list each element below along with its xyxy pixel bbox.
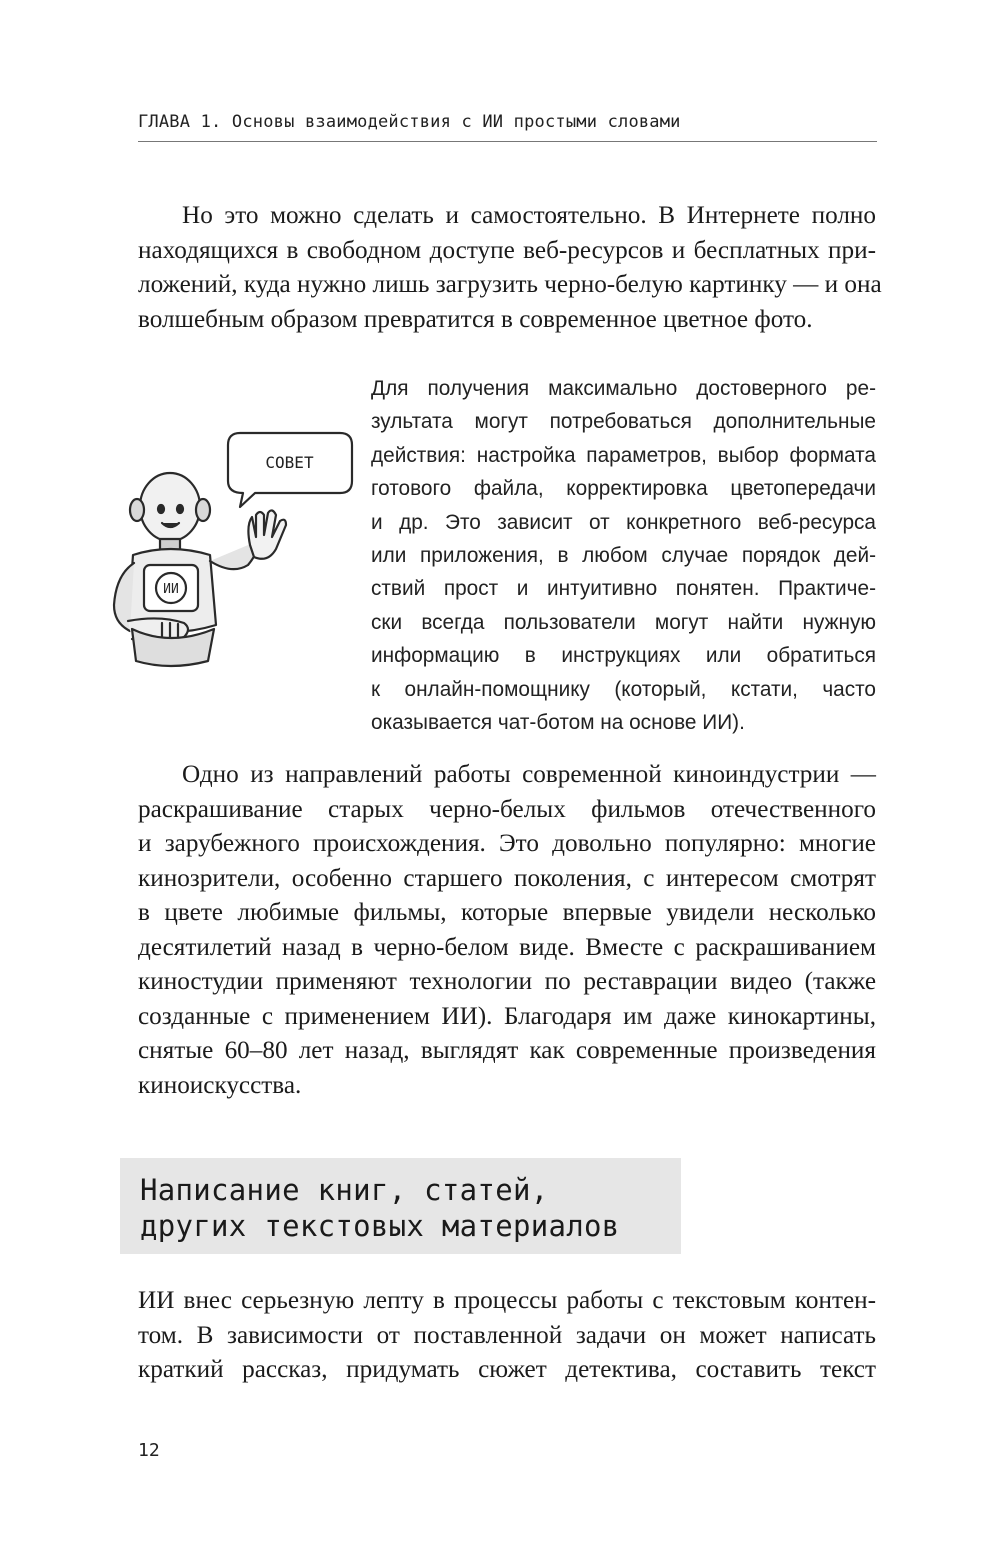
- tip-line: и др. Это зависит от конкретного веб-ресурса: [371, 510, 876, 534]
- tip-line: оказывается чат-ботом на основе ИИ).: [371, 710, 745, 734]
- tip-line: к онлайн-помощнику (который, кстати, часто: [371, 677, 876, 701]
- paragraph-line: киноискусства.: [138, 1071, 302, 1099]
- paragraph-1: [138, 199, 882, 337]
- paragraph-line: десятилетий назад в черно-белом виде. Вместе с раскрашиванием: [138, 933, 876, 961]
- paragraph-3: [138, 1284, 876, 1388]
- robot-head: [140, 473, 200, 541]
- tip-line: информацию в инструкциях или обратиться: [371, 644, 876, 668]
- paragraph-line: и зарубежного происхождения. Это довольно популярно: многие: [138, 830, 876, 857]
- paragraph-line: созданные с применением ИИ). Благодаря им даже кинокартины,: [138, 1002, 876, 1030]
- paragraph-line: волшебным образом превратится в современное цветное фото.: [138, 305, 813, 333]
- paragraph-line: ложений, куда нужно лишь загрузить черно-белую картинку — и она: [138, 271, 882, 298]
- tip-line: действия: настройка параметров, выбор формата: [371, 443, 876, 467]
- paragraph-line: раскрашивание старых черно-белых фильмов отечественного: [138, 795, 876, 823]
- section-heading: [140, 1172, 680, 1244]
- paragraph-line: в цвете любимые фильмы, которые впервые увидели несколько: [138, 899, 876, 926]
- paragraph-line: Одно из направлений работы современной киноиндустрии —: [182, 761, 876, 788]
- robot-waving-hand: [248, 510, 286, 558]
- paragraph-line: ИИ внес серьезную лепту в процессы работы с текстовым контен-: [138, 1287, 876, 1314]
- paragraph-line: Но это можно сделать и самостоятельно. В Интернете полно: [182, 202, 876, 229]
- tip-text: [371, 372, 876, 739]
- paragraph-line: находящихся в свободном доступе веб-ресурсов и бесплатных при-: [138, 236, 876, 264]
- header-rule: [138, 141, 877, 142]
- section-heading-line: Написание книг, статей,: [140, 1173, 549, 1207]
- paragraph-line: кинозрители, особенно старшего поколения, с интересом смотрят: [138, 864, 876, 892]
- robot-badge-text: ИИ: [163, 582, 179, 597]
- tip-line: Для получения максимально достоверного ре-: [371, 377, 876, 400]
- tip-line: зультата могут потребоваться дополнительные: [371, 410, 876, 434]
- paragraph-line: том. В зависимости от поставленной задачи он может написать: [138, 1321, 876, 1349]
- paragraph-line: киностудии применяют технологии по реставрации видео (также: [138, 968, 876, 995]
- page-number: 12: [138, 1440, 160, 1461]
- paragraph-line: снятые 60–80 лет назад, выглядят как современные произведения: [138, 1037, 876, 1064]
- robot-illustration: [100, 425, 360, 670]
- section-heading-line: других текстовых материалов: [140, 1209, 620, 1243]
- tip-line: готового файла, корректировка цветопередачи: [371, 477, 876, 501]
- running-head: ГЛАВА 1. Основы взаимодействия с ИИ простыми словами: [138, 112, 681, 132]
- tip-line: или приложения, в любом случае порядок дей-: [371, 543, 876, 567]
- tip-label: СОВЕТ: [265, 453, 314, 472]
- tip-line: ствий прост и интуитивно понятен. Практиче-: [371, 577, 876, 601]
- paragraph-line: краткий рассказ, придумать сюжет детектива, составить текст: [138, 1356, 876, 1383]
- paragraph-2: [138, 758, 876, 1103]
- tip-line: ски всегда пользователи могут найти нужную: [371, 610, 876, 634]
